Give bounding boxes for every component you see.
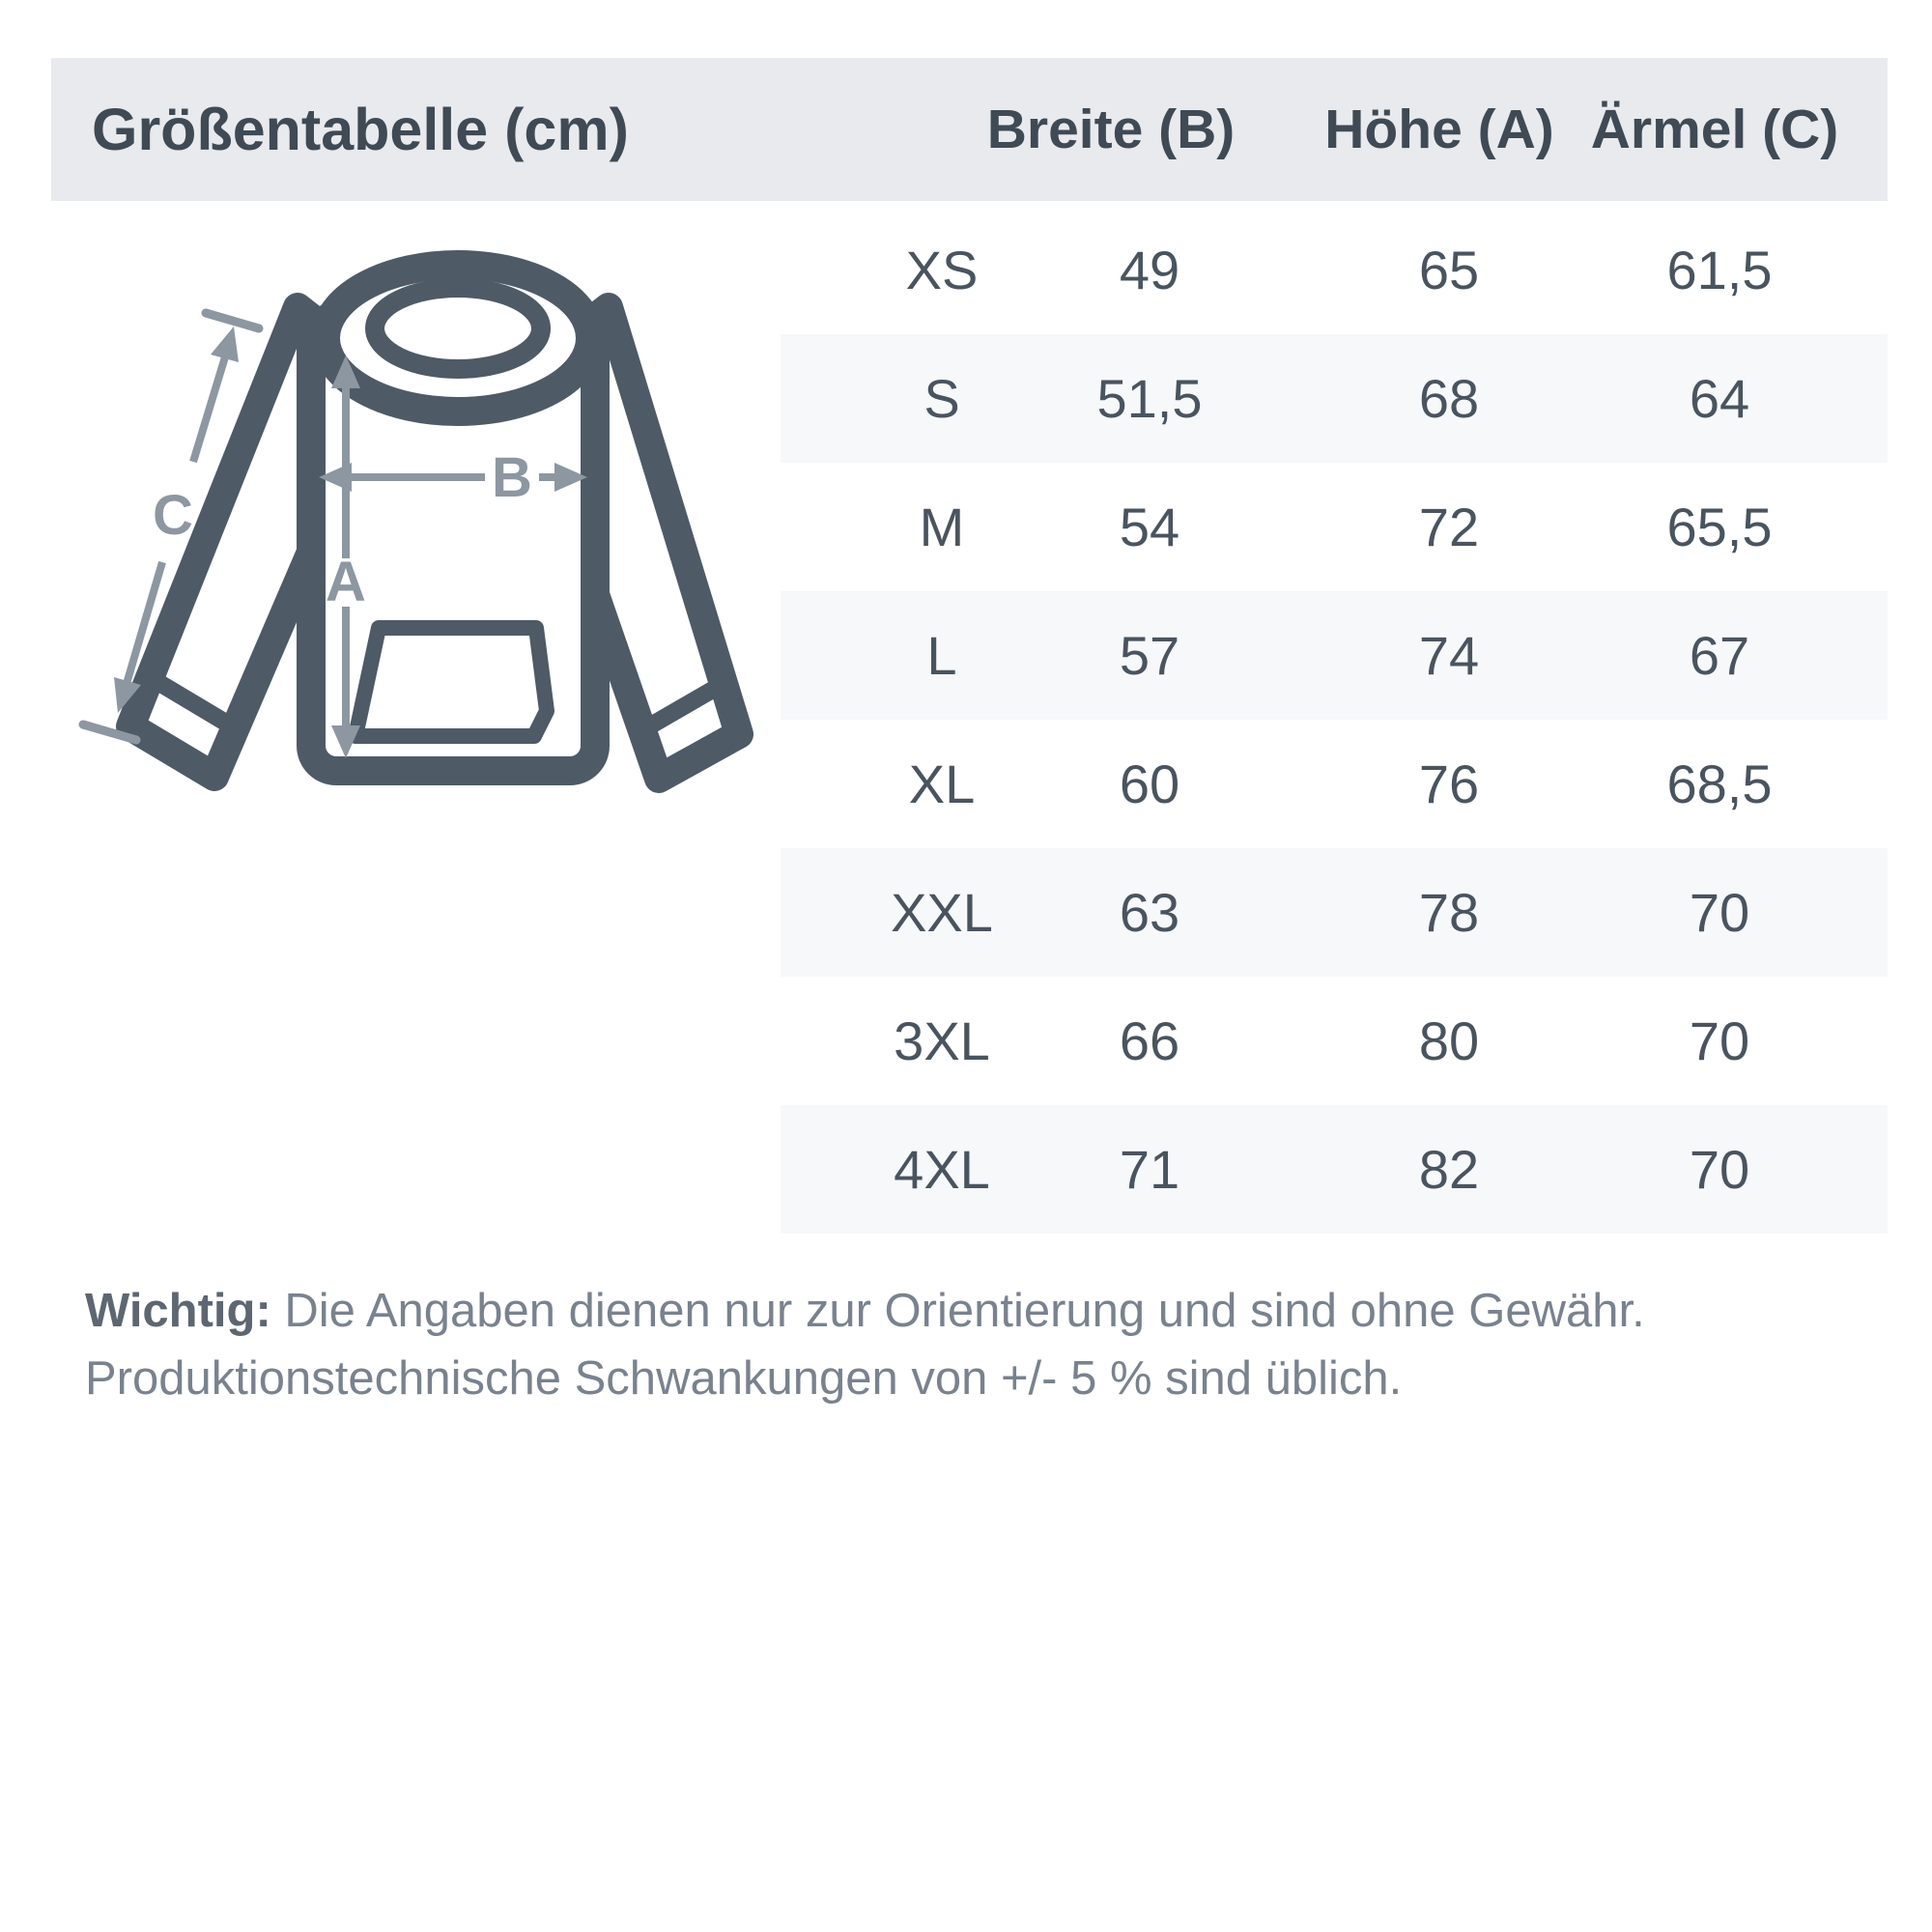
column-header-breite: Breite (B) <box>986 99 1236 160</box>
hoehe-value: 80 <box>1418 1010 1480 1071</box>
aermel-value: 65,5 <box>1666 497 1773 557</box>
size-label: M <box>919 497 965 557</box>
disclaimer-bold: Wichtig: <box>85 1285 271 1337</box>
column-header-aermel: Ärmel (C) <box>1590 99 1839 160</box>
table-row <box>51 1105 1888 1234</box>
size-label: XXL <box>891 882 993 943</box>
aermel-value: 67 <box>1689 625 1750 686</box>
hoehe-value: 82 <box>1418 1139 1480 1200</box>
size-label: 3XL <box>894 1010 990 1071</box>
breite-value: 66 <box>1119 1010 1180 1071</box>
hoehe-value: 78 <box>1418 882 1480 943</box>
size-label: XS <box>905 240 979 300</box>
hoodie-measurement-diagram <box>48 193 792 927</box>
size-label: S <box>923 368 960 429</box>
aermel-value: 70 <box>1689 882 1750 943</box>
disclaimer-line-2: Produktionstechnische Schwankungen von +/- 5 % sind üblich. <box>85 1352 1403 1405</box>
label-c: C <box>153 484 193 547</box>
size-label: L <box>926 625 957 686</box>
size-label: 4XL <box>894 1139 990 1200</box>
label-b: B <box>492 446 532 509</box>
hoehe-value: 74 <box>1418 625 1480 686</box>
aermel-value: 70 <box>1689 1010 1750 1071</box>
hoehe-value: 68 <box>1418 368 1480 429</box>
breite-value: 71 <box>1119 1139 1180 1200</box>
breite-value: 60 <box>1119 753 1180 814</box>
breite-value: 54 <box>1119 497 1180 557</box>
hoehe-value: 72 <box>1418 497 1480 557</box>
aermel-value: 61,5 <box>1666 240 1773 300</box>
size-label: XL <box>908 753 976 814</box>
breite-value: 49 <box>1119 240 1180 300</box>
column-header-hoehe: Höhe (A) <box>1324 99 1554 160</box>
breite-value: 63 <box>1119 882 1180 943</box>
hoehe-value: 65 <box>1418 240 1480 300</box>
page-title: Größentabelle (cm) <box>92 97 629 162</box>
table-row <box>51 977 1888 1105</box>
breite-value: 57 <box>1119 625 1180 686</box>
breite-value: 51,5 <box>1096 368 1203 429</box>
hoehe-value: 76 <box>1418 753 1480 814</box>
aermel-value: 64 <box>1689 368 1750 429</box>
disclaimer-line-1 <box>85 1277 1650 1345</box>
aermel-value: 68,5 <box>1666 753 1773 814</box>
disclaimer-note <box>85 1277 1650 1412</box>
aermel-value: 70 <box>1689 1139 1750 1200</box>
kangaroo-pocket <box>355 628 547 736</box>
disclaimer-text-1: Die Angaben dienen nur zur Orientierung und sind ohne Gewähr. <box>270 1285 1645 1337</box>
label-a: A <box>326 551 366 613</box>
table-header <box>51 58 1888 201</box>
